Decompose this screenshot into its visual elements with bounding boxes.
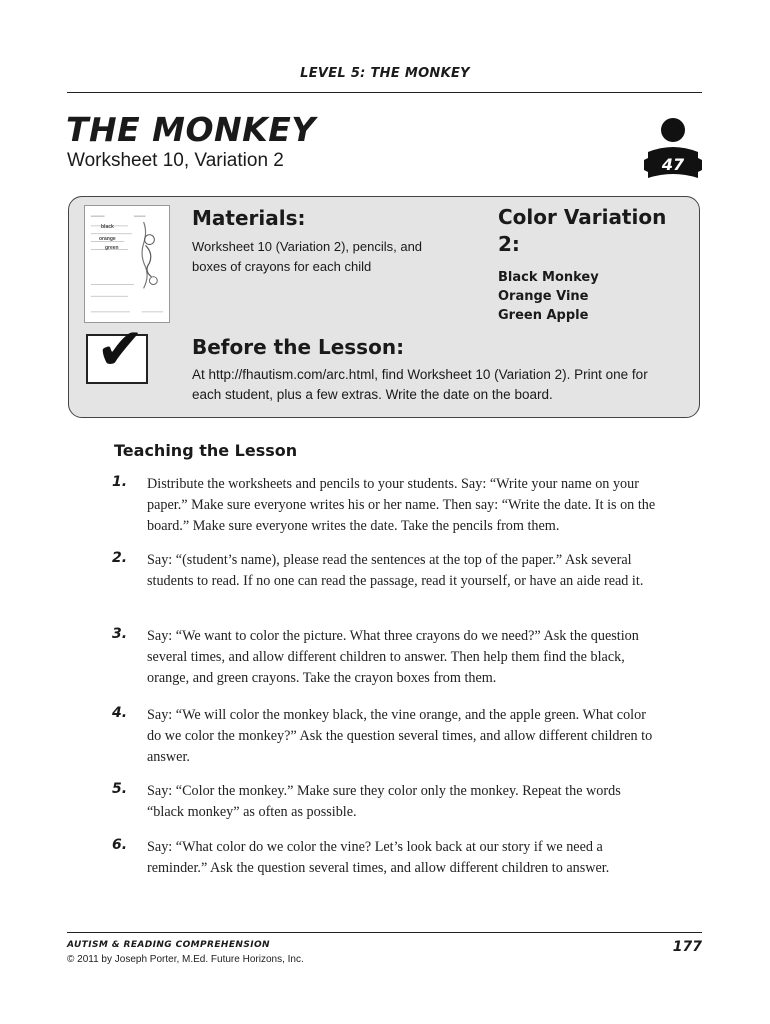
step-number: 3.: [112, 626, 128, 642]
page-number: 177: [672, 939, 702, 955]
step-number: 2.: [112, 550, 128, 566]
worksheet-thumbnail: [84, 205, 170, 323]
step-text: Distribute the worksheets and pencils to your students. Say: “Write your name on your paper.” Make sure everyone writes his or her name. Then say: “Write the date. It is on the board.” Make sure everyone writes the date. Take the pencils from them.: [147, 476, 656, 534]
page-title: THE MONKEY: [66, 110, 316, 149]
color-variation-heading: Color Variation 2:: [498, 205, 667, 256]
before-lesson-text: At http://fhautism.com/arc.html, find Worksheet 10 (Variation 2). Print one for each student, plus a few extras. Write the date on the board.: [192, 367, 648, 402]
step-text: Say: “We want to color the picture. What three crayons do we need?” Ask the question several times, and allow different children to answer. Then help them find the black, orange, and green crayons. Take the crayon boxes from them.: [147, 628, 639, 686]
thumb-word-3: green: [105, 245, 119, 251]
badge-number: 47: [661, 155, 685, 174]
step-text: Say: “Color the monkey.” Make sure they color only the monkey. Repeat the words “black monkey” as often as possible.: [147, 783, 621, 820]
color-item-monkey: Black Monkey: [498, 270, 599, 285]
teaching-heading: Teaching the Lesson: [114, 441, 298, 460]
color-variation-list: [498, 268, 599, 325]
thumb-word-2: orange: [99, 236, 116, 242]
level-title: LEVEL 5: THE MONKEY: [300, 66, 470, 81]
step-number: 4.: [112, 705, 128, 721]
top-divider: [67, 92, 702, 93]
color-item-vine: Orange Vine: [498, 289, 589, 304]
materials-text: Worksheet 10 (Variation 2), pencils, and boxes of crayons for each child: [192, 239, 423, 274]
color-item-apple: Green Apple: [498, 308, 589, 323]
worksheet-subtitle: Worksheet 10, Variation 2: [67, 150, 284, 171]
step-number: 1.: [112, 474, 128, 490]
before-lesson-heading: Before the Lesson:: [192, 335, 405, 359]
footer-book-title: AUTISM & READING COMPREHENSION: [67, 940, 270, 950]
reader-badge-icon: [644, 116, 702, 186]
step-text: Say: “We will color the monkey black, the vine orange, and the apple green. What color do we color the monkey?” Ask the question several times, and allow different children to answer.: [147, 707, 653, 765]
step-number: 6.: [112, 837, 128, 853]
step-number: 5.: [112, 781, 128, 797]
step-text: Say: “(student’s name), please read the sentences at the top of the paper.” Ask several students to read. If no one can read the passage, read it yourself, or have an aide read it.: [147, 552, 644, 589]
step-text: Say: “What color do we color the vine? Let’s look back at our story if we need a reminder.” Ask the question several times, and allow different children to answer.: [147, 839, 610, 876]
bottom-divider: [67, 932, 702, 933]
materials-heading: Materials:: [192, 206, 306, 230]
thumb-word-1: black: [101, 224, 114, 230]
footer-copyright: © 2011 by Joseph Porter, M.Ed. Future Horizons, Inc.: [67, 954, 304, 965]
checkmark-icon: ✔: [96, 315, 145, 383]
